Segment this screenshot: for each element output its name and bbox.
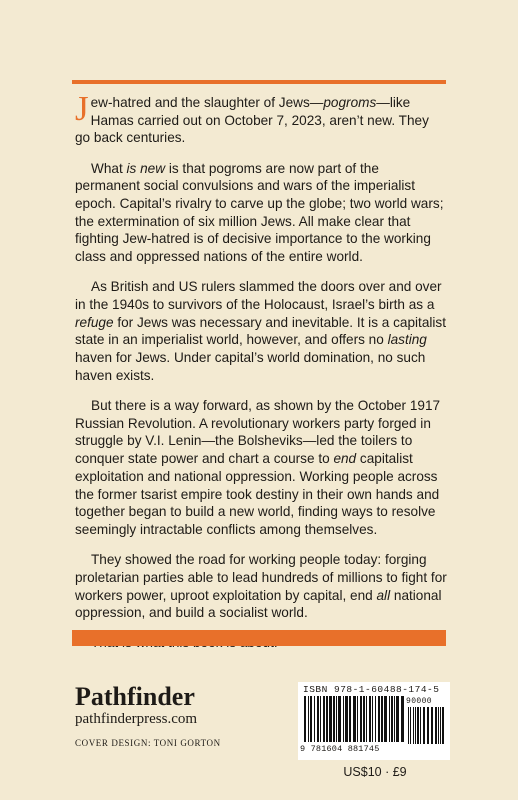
blurb-paragraph-2: What is new is that pogroms are now part of the permanent social convulsions and wars of the imperialist epoch. Capital’s rivalry to carve up the globe; two world wars; the extermination of six million Jews. All make clear that fighting Jew-hatred is of decisive importance to the working class and oppressed nations of the entire world. [75,160,444,265]
barcode-addon-number: 90000 [406,697,433,706]
publisher-name: Pathfinder [75,682,195,711]
publisher-url: pathfinderpress.com [75,711,198,727]
price: US$10 · £9 [343,765,407,779]
blurb-paragraph-5: They showed the road for working people today: forging proletarian parties able to lead hundreds of millions to fight for workers power, uproot exploitation by capital, end all national oppression, and build a socialist world. [75,552,447,621]
top-orange-rule [72,80,446,84]
isbn-text: ISBN 978-1-60488-174-5 [303,684,440,695]
isbn-barcode [298,682,450,760]
blurb-paragraph-3: As British and US rulers slammed the doors over and over in the 1940s to survivors of the Holocaust, Israel’s birth as a refuge for Jews was necessary and inevitable. It is a capitalist state in an imperialist world, however, and offers no lasting haven for Jews. Under capital’s world domination, no such haven exists. [75,279,446,383]
bottom-orange-band [72,630,446,646]
cover-design-credit: COVER DESIGN: TONI GORTON [75,738,221,748]
blurb-paragraph-1: Jew-hatred and the slaughter of Jews—pogroms—like Hamas carried out on October 7, 2023, aren’t new. They go back centuries. [75,89,429,146]
drop-cap: J [75,89,89,128]
blurb-paragraph-4: But there is a way forward, as shown by the October 1917 Russian Revolution. A revolutionary workers party forged in struggle by V.I. Lenin—the Bolsheviks—led the toilers to conquer state power and chart a course to end capitalist exploitation and national oppression. Working people across the former tsarist empire took destiny in their own hands and together began to build a new world, finding ways to resolve seemingly intractable conflicts among themselves. [75,398,441,537]
barcode-digits: 9 781604 881745 [300,744,380,754]
back-cover-blurb [75,89,447,665]
